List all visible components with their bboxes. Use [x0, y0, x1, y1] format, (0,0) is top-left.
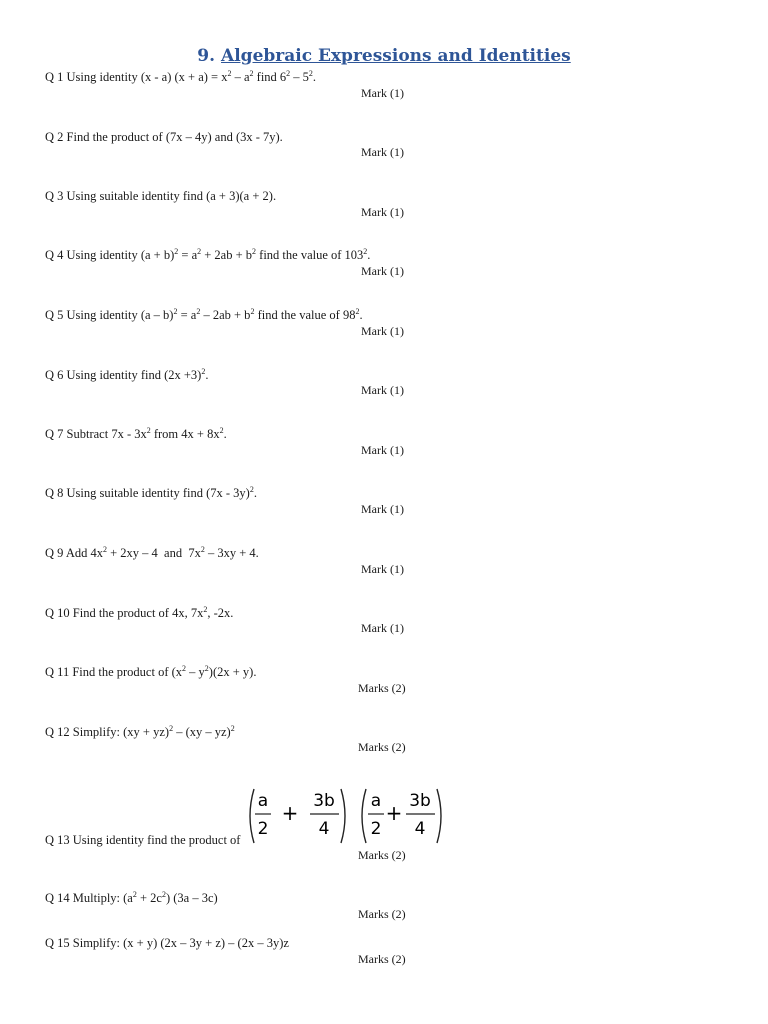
question-2: Q 2 Find the product of (7x – 4y) and (3x - 7y).	[45, 130, 283, 144]
question-12-mark: Marks (2)	[358, 740, 406, 754]
question-1-mark: Mark (1)	[361, 86, 404, 100]
left-paren-2	[362, 789, 366, 843]
question-14: Q 14 Multiply: $(a^2 + 2c^2)$ (3a – 3c)	[45, 890, 218, 905]
right-paren-1	[341, 789, 345, 843]
frac2-numerator: 3b	[313, 791, 335, 811]
question-14-mark: Marks (2)	[358, 907, 406, 921]
chapter-number: 9.	[197, 46, 216, 66]
question-2-mark: Mark (1)	[361, 145, 404, 159]
frac1-denominator: 2	[257, 819, 269, 839]
question-9: Q 9 Add $4x^2 + 2xy - 4$ and $7x^2 - 3xy + 4$.	[45, 545, 259, 560]
frac3-denominator: 2	[370, 819, 382, 839]
frac4-numerator: 3b	[409, 791, 431, 811]
question-8: Q 8 Using suitable identity find (7x - 3y)$^2$.	[45, 485, 257, 500]
question-1: Q 1 Using identity (x - a) $(x + a) = x^2 - a^2$ find $6^2 - 5^2$.	[45, 69, 317, 84]
fraction-expression-svg	[244, 786, 449, 846]
question-13: Q 13 Using identity find the product of	[45, 833, 241, 847]
question-13-mark: Marks (2)	[358, 848, 406, 862]
question-3: Q 3 Using suitable identity find (a + 3)(a + 2).	[45, 189, 277, 203]
question-7: Q 7 Subtract $7x - 3x^2$ from $4x + 8x^2$.	[45, 426, 227, 441]
question-13-expression	[244, 786, 449, 846]
frac4-denominator: 4	[414, 819, 426, 839]
question-15-mark: Marks (2)	[358, 952, 406, 966]
question-7-mark: Mark (1)	[361, 443, 404, 457]
frac2-denominator: 4	[318, 819, 330, 839]
question-5: Q 5 Using identity $(a - b)^2 = a^2 - 2ab + b^2$ find the value of $98^2$.	[45, 307, 363, 322]
question-11-mark: Marks (2)	[358, 681, 406, 695]
op-plus-2: +	[385, 801, 403, 825]
question-5-mark: Mark (1)	[361, 324, 404, 338]
op-plus-1: +	[281, 801, 299, 825]
question-9-mark: Mark (1)	[361, 562, 404, 576]
question-6: Q 6 Using identity find $(2x +3)^2$.	[45, 367, 209, 382]
page-title	[0, 46, 768, 66]
chapter-title: Algebraic Expressions and Identities	[221, 46, 571, 66]
question-11: Q 11 Find the product of $(x^2 - y^2)(2x + y)$.	[45, 664, 257, 679]
question-3-mark: Mark (1)	[361, 205, 404, 219]
question-10: Q 10 Find the product of 4x, $7x^2$, -2x.	[45, 605, 234, 620]
question-6-mark: Mark (1)	[361, 383, 404, 397]
frac3-numerator: a	[370, 791, 382, 811]
question-12: Q 12 Simplify: (xy + yz)$^2$ – (xy – yz)$^2$	[45, 724, 235, 739]
frac1-numerator: a	[257, 791, 269, 811]
question-4: Q 4 Using identity $(a + b)^2 = a^2 + 2ab + b^2$ find the value of $103^2$.	[45, 247, 371, 262]
left-paren-1	[250, 789, 254, 843]
question-15: Q 15 Simplify: (x + y) (2x – 3y + z) – (2x – 3y)z	[45, 936, 289, 950]
right-paren-2	[437, 789, 441, 843]
question-10-mark: Mark (1)	[361, 621, 404, 635]
question-8-mark: Mark (1)	[361, 502, 404, 516]
question-4-mark: Mark (1)	[361, 264, 404, 278]
